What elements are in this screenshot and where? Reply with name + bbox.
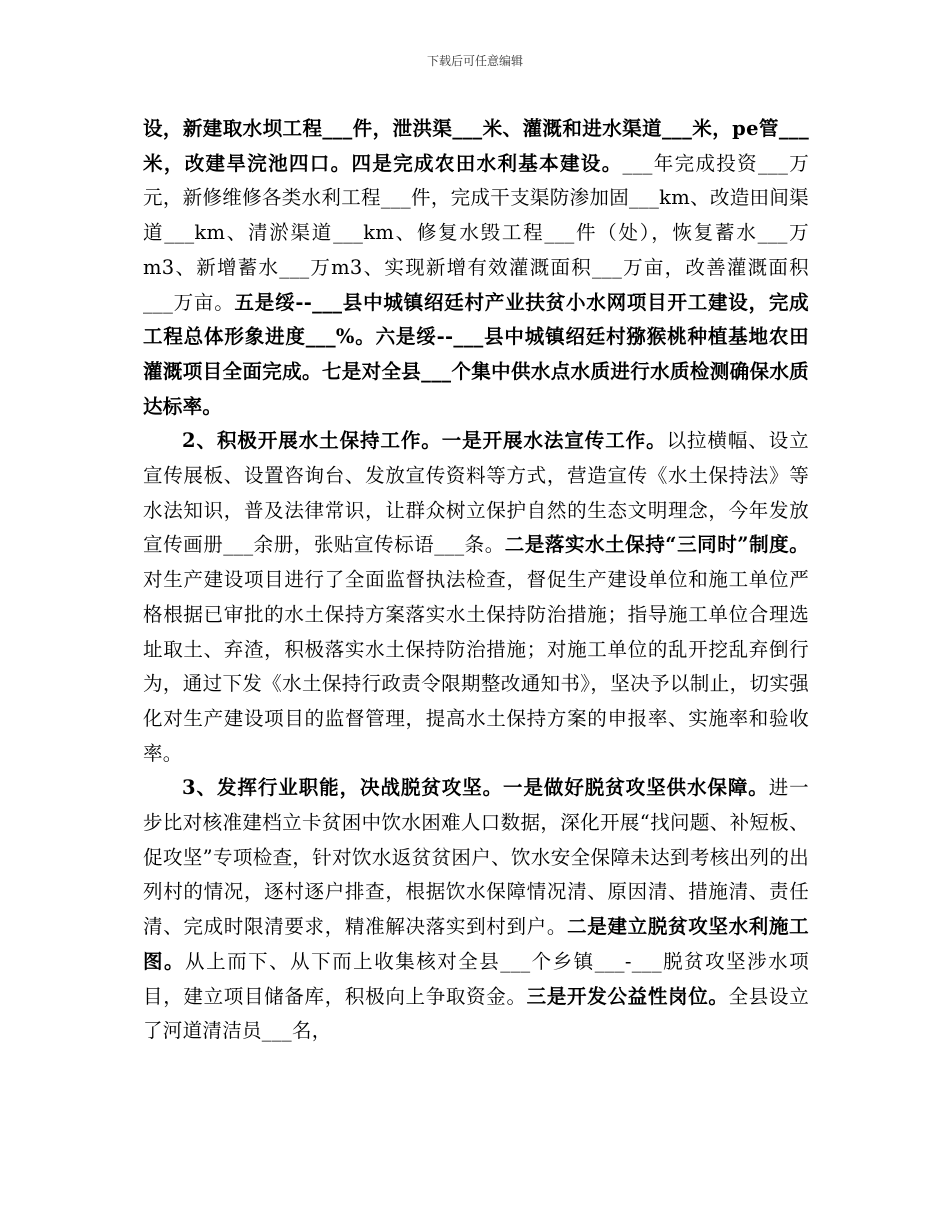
text-run: 设，新建取水坝工程___件，泄洪渠___米、灌溉和进水渠道___米，pe管___米，改建旱浣池四口。四是完成农田水利基本建设。 bbox=[143, 117, 809, 175]
paragraph-poverty-alleviation bbox=[143, 771, 809, 1049]
text-run: 五是绥--___县中城镇绍廷村产业扶贫小水网项目开工建设，完成工程总体形象进度___%。六是绥--___县中城镇绍廷村猕猴桃种植基地农田灌溉项目全面完成。七是对全县___个集中供水点水质进行水质检测确保水质达标率。 bbox=[143, 290, 809, 418]
text-run: 全县设立了河道清洁员___名， bbox=[143, 984, 809, 1043]
section-heading: 2、积极开展水土保持工作。一是开展水法宣传工作。 bbox=[182, 429, 667, 453]
text-run: 二是落实水土保持“三同时”制度。 bbox=[504, 533, 809, 557]
document-body bbox=[143, 112, 809, 1049]
text-run: 从上而下、从下而上收集核对全县___个乡镇___-___脱贫攻坚涉水项目，建立项目储备库，积极向上争取资金。 bbox=[143, 949, 810, 1008]
text-run: 以拉横幅、设立宣传展板、设置咨询台、发放宣传资料等方式，营造宣传《水土保持法》等水法知识，普及法律常识，让群众树立保护自然的生态文明理念，今年发放宣传画册___余册，张贴宣传标语___条。 bbox=[143, 429, 809, 557]
text-run: 对生产建设项目进行了全面监督执法检查，督促生产建设单位和施工单位严格根据已审批的水土保持方案落实水土保持防治措施；指导施工单位合理选址取土、弃渣，积极落实水土保持防治措施；对施工单位的乱开挖乱弃倒行为，通过下发《水土保持行政责令限期整改通知书》，坚决予以制止，切实强化对生产建设项目的监督管理，提高水土保持方案的申报率、实施率和验收率。 bbox=[143, 568, 809, 765]
text-run: 进一步比对核准建档立卡贫困中饮水困难人口数据，深化开展“找问题、补短板、促攻坚”专项检查，针对饮水返贫贫困户、饮水安全保障未达到考核出列的出列村的情况，逐村逐户排查，根据饮水保障情况清、原因清、措施清、责任清、完成时限清要求，精准解决落实到村到户。 bbox=[143, 776, 809, 939]
paragraph-water-projects bbox=[143, 112, 809, 424]
page-header: 下载后可任意编辑 bbox=[426, 54, 523, 68]
text-run: ___年完成投资___万元，新修维修各类水利工程___件，完成干支渠防渗加固___km、改造田间渠道___km、清淤渠道___km、修复水毁工程___件（处），恢复蓄水___万m3、新增蓄水___万m3、实现新增有效灌溉面积___万亩，改善灌溉面积___万亩。 bbox=[143, 151, 809, 314]
text-run: 三是开发公益性岗位。 bbox=[526, 984, 729, 1008]
paragraph-soil-conservation bbox=[143, 424, 809, 771]
section-heading: 3、发挥行业职能，决战脱贫攻坚。一是做好脱贫攻坚供水保障。 bbox=[182, 776, 769, 800]
text-run: 二是建立脱贫攻坚水利施工图。 bbox=[143, 915, 809, 973]
